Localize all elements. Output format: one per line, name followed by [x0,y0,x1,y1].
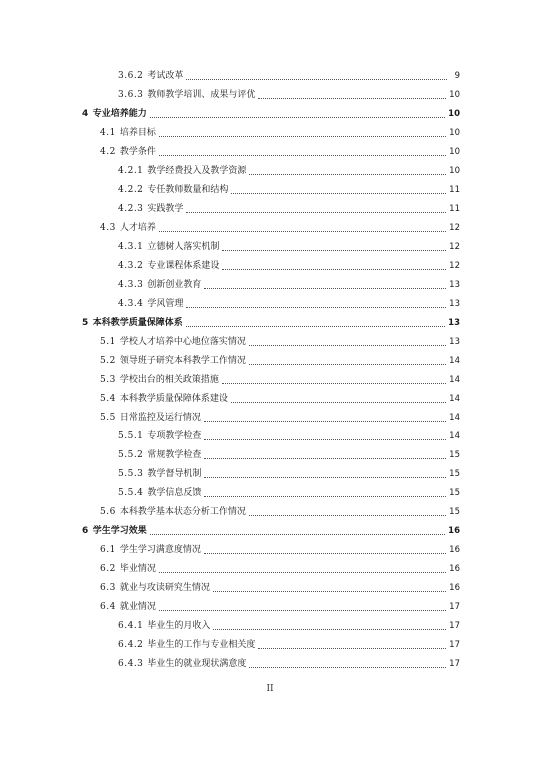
toc-entry[interactable] [118,258,460,272]
toc-entry-title: 学风管理 [147,298,184,309]
toc-entry-title: 就业与攻读研究生情况 [119,583,210,594]
dot-leader [204,288,446,289]
toc-entry-number: 4.3.2 [118,260,144,271]
toc-entry-page: 10 [448,108,460,119]
dot-leader [249,345,446,346]
dot-leader [159,155,446,156]
toc-entry[interactable] [100,334,460,348]
toc-entry[interactable] [100,220,460,234]
dot-leader [159,136,446,137]
toc-entry-number: 6.4.2 [118,640,144,651]
toc-entry-title: 教学条件 [119,146,156,157]
dot-leader [186,307,446,308]
toc-entry-page: 15 [449,507,460,518]
toc-entry[interactable] [118,277,460,291]
toc-entry[interactable] [118,637,460,651]
toc-entry-title: 教学督导机制 [147,469,202,480]
toc-entry-title: 本科教学基本状态分析工作情况 [119,507,246,518]
dot-leader [204,421,446,422]
dot-leader [249,515,446,516]
toc-entry-page: 10 [449,146,460,157]
toc-entry[interactable] [118,656,460,670]
dot-leader [150,534,445,535]
toc-entry-number: 4.3 [100,222,116,233]
toc-entry-title: 毕业情况 [119,564,156,575]
toc-entry-page: 16 [448,526,460,537]
dot-leader [159,572,446,573]
toc-entry-page: 15 [449,469,460,480]
toc-entry-page: 11 [449,184,460,195]
dot-leader [249,364,446,365]
toc-entry[interactable] [100,561,460,575]
dot-leader [186,326,445,327]
toc-entry-page: 17 [449,602,460,613]
toc-entry-number: 5.6 [100,507,116,518]
toc-entry-number: 5.4 [100,393,116,404]
toc-entry[interactable] [118,87,460,101]
toc-entry-page: 13 [449,279,460,290]
toc-entry-page: 15 [449,450,460,461]
toc-entry-number: 6 [82,526,89,537]
toc-entry-number: 6.2 [100,564,116,575]
toc-entry[interactable] [118,239,460,253]
toc-entry-title: 培养目标 [119,127,156,138]
dot-leader [213,629,446,630]
toc-entry-page: 10 [449,90,460,100]
toc-entry-number: 5.5.1 [118,431,144,442]
toc-entry-title: 本科教学质量保障体系建设 [119,393,228,404]
toc-entry-title: 创新创业教育 [147,279,202,290]
dot-leader [159,610,446,611]
toc-entry[interactable] [100,353,460,367]
toc-entry-page: 13 [448,317,460,328]
dot-leader [222,250,446,251]
toc-entry-page: 10 [449,127,460,138]
toc-entry-number: 6.4.3 [118,659,144,670]
toc-entry[interactable] [100,125,460,139]
toc-entry[interactable] [118,296,460,310]
toc-entry-title: 学校出台的相关政策措施 [119,374,219,385]
toc-entry-page: 10 [449,165,460,176]
dot-leader [249,667,446,668]
toc-entry-page: 12 [449,260,460,271]
toc-entry-page: 14 [449,374,460,385]
toc-entry-number: 5.1 [100,336,116,347]
toc-entry-number: 4.2.2 [118,184,144,195]
toc-entry-title: 毕业生的月收入 [147,621,211,632]
toc-entry-page: 13 [449,298,460,309]
toc-entry[interactable] [82,106,460,120]
toc-entry-title: 就业情况 [119,602,156,613]
dot-leader [231,193,446,194]
dot-leader [186,79,447,80]
dot-leader [159,231,446,232]
toc-entry-page: 16 [449,564,460,575]
toc-entry-page: 14 [449,412,460,423]
toc-entry-number: 6.4 [100,602,116,613]
toc-entry[interactable] [100,144,460,158]
dot-leader [204,553,446,554]
toc-entry-title: 本科教学质量保障体系 [92,317,183,328]
toc-entry-number: 4.3.4 [118,298,144,309]
toc-entry-title: 常规教学检查 [147,450,202,461]
dot-leader [222,269,446,270]
toc-entry[interactable] [118,485,460,499]
toc-entry-title: 教学经费投入及教学资源 [147,165,247,176]
toc-entry-number: 5.5.4 [118,488,144,499]
toc-entry-title: 日常监控及运行情况 [119,412,201,423]
toc-entry[interactable] [118,163,460,177]
toc-entry[interactable] [100,599,460,613]
toc-entry[interactable] [118,447,460,461]
dot-leader [204,496,446,497]
dot-leader [222,383,446,384]
toc-entry-number: 5.5 [100,412,116,423]
toc-entry[interactable] [100,410,460,424]
toc-entry-page: 16 [449,545,460,556]
toc-entry-title: 学生学习效果 [92,526,147,537]
dot-leader [204,439,446,440]
dot-leader [204,458,446,459]
toc-entry[interactable] [82,523,460,537]
toc-entry-page: 14 [449,355,460,366]
toc-entry-page: 13 [449,336,460,347]
toc-entry-number: 5.2 [100,355,116,366]
toc-entry-number: 3.6.3 [118,90,144,100]
toc-entry-title: 毕业生的就业现状满意度 [147,659,247,670]
toc-entry[interactable] [100,580,460,594]
toc-entry[interactable] [118,466,460,480]
toc-entry-title: 教学信息反馈 [147,488,202,499]
page-number: II [266,684,274,694]
toc-entry-number: 5 [82,317,89,328]
toc-entry[interactable] [82,315,460,329]
toc-entry-number: 6.3 [100,583,116,594]
toc-entry[interactable] [100,391,460,405]
toc-entry-title: 专业培养能力 [92,108,147,119]
toc-entry-title: 专业课程体系建设 [147,260,220,271]
toc-entry-title: 毕业生的工作与专业相关度 [147,640,256,651]
toc-entry-number: 5.5.3 [118,469,144,480]
toc-entry-number: 4.2 [100,146,116,157]
toc-entry[interactable] [100,542,460,556]
toc-entry-page: 12 [449,241,460,252]
toc-entry-page: 14 [449,431,460,442]
toc-entry-number: 4 [82,108,89,119]
toc-entry[interactable] [100,504,460,518]
toc-entry-title: 学生学习满意度情况 [119,545,201,556]
toc-entry-page: 14 [449,393,460,404]
toc-entry-page: 17 [449,621,460,632]
toc-entry-page: 11 [449,203,460,214]
toc-entry-number: 4.3.3 [118,279,144,290]
toc-entry-title: 人才培养 [119,222,156,233]
toc-entry-page: 15 [449,488,460,499]
toc-entry-number: 5.3 [100,374,116,385]
dot-leader [150,117,445,118]
dot-leader [231,402,446,403]
toc-entry-number: 5.5.2 [118,450,144,461]
toc-entry[interactable] [100,372,460,386]
toc-entry-title: 专任教师数量和结构 [147,184,229,195]
toc-entry-page: 17 [449,659,460,670]
toc-entry-title: 领导班子研究本科教学工作情况 [119,355,246,366]
dot-leader [213,591,446,592]
toc-entry[interactable] [118,201,460,215]
toc-entry-number: 4.2.1 [118,165,144,176]
toc-entry[interactable] [118,428,460,442]
toc-entry-title: 学校人才培养中心地位落实情况 [119,336,246,347]
toc-entry-page: 9 [454,71,460,81]
toc-entry-title: 考试改革 [147,71,184,81]
toc-entry-number: 4.1 [100,127,116,138]
toc-entry-number: 3.6.2 [118,71,144,81]
toc-entry-page: 17 [449,640,460,651]
toc-entry[interactable] [118,68,460,82]
toc-entry-title: 专项教学检查 [147,431,202,442]
dot-leader [204,477,446,478]
toc-entry-page: 12 [449,222,460,233]
dot-leader [258,98,446,99]
toc-entry-page: 16 [449,583,460,594]
toc-entry-number: 6.1 [100,545,116,556]
toc-entry[interactable] [118,182,460,196]
dot-leader [186,212,446,213]
toc-entry-number: 4.2.3 [118,203,144,214]
dot-leader [258,648,446,649]
toc-entry-title: 立德树人落实机制 [147,241,220,252]
dot-leader [249,174,446,175]
toc-entry-number: 4.3.1 [118,241,144,252]
toc-entry[interactable] [118,618,460,632]
toc-entry-number: 6.4.1 [118,621,144,632]
toc-entry-title: 教师教学培训、成果与评优 [147,90,256,100]
toc-entry-title: 实践教学 [147,203,184,214]
